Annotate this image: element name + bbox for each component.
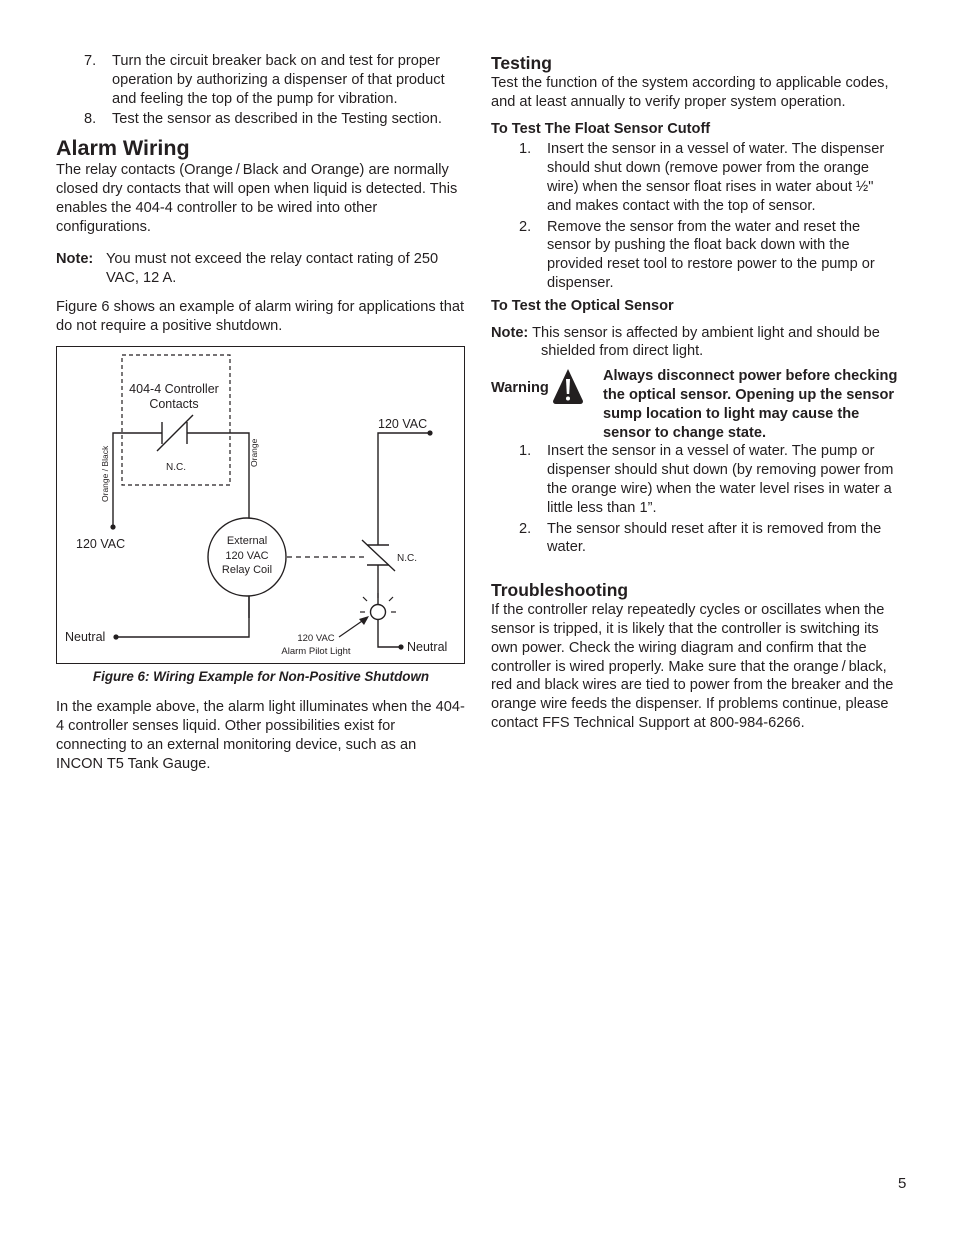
coil-label-3: Relay Coil — [221, 563, 273, 576]
orange-label: Orange — [249, 438, 259, 467]
optical-test-heading: To Test the Optical Sensor — [491, 297, 674, 314]
closing-paragraph: In the example above, the alarm light illuminates when the 404-4 controller senses liquid. Other possibilities exist for connecting to an external monitoring device, such as an INCON T5 Tank Gauge. — [56, 699, 465, 772]
pilot-arrow-head — [359, 616, 369, 625]
neutral-left-wire — [116, 596, 249, 637]
page-number: 5 — [898, 1175, 907, 1192]
coil-label-1: External — [226, 534, 268, 547]
troubleshooting-heading: Troubleshooting — [491, 580, 629, 601]
list-item: 8. Test the sensor as described in the Testing section. — [84, 111, 442, 128]
float-test-heading: To Test The Float Sensor Cutoff — [491, 120, 711, 137]
pilot-arrow-line — [339, 619, 365, 637]
nc-label: N.C. — [166, 461, 186, 473]
optical-note-label: Note: — [491, 324, 529, 341]
wiring-diagram-svg — [57, 347, 463, 662]
controller-label-2: Contacts — [149, 396, 199, 411]
vac-left-label: 120 VAC — [76, 536, 126, 551]
testing-heading: Testing — [491, 53, 552, 73]
nc-right-label: N.C. — [397, 552, 417, 564]
optical-test-steps — [491, 442, 901, 557]
terminal-neutral-right — [398, 644, 403, 649]
figure-intro: Figure 6 shows an example of alarm wiring for applications that do not require a positive shutdown. — [56, 298, 465, 334]
install-steps — [56, 52, 466, 129]
note-text: You must not exceed the relay contact rating of 250 VAC, 12 A. — [106, 251, 439, 287]
relay-rating-note — [56, 250, 466, 288]
optical-note — [491, 324, 901, 362]
testing-paragraph: Test the function of the system according to applicable codes, and at least annually to verify proper system operation. — [491, 75, 889, 110]
pilot-label-2: Alarm Pilot Light — [281, 645, 351, 657]
wiring-diagram — [56, 346, 465, 664]
list-item: 1. Insert the sensor in a vessel of water. The pump or dispenser should shut down (by removing power from the orange wire) when the water level rises in water a little less than 1”. — [519, 443, 894, 516]
neutral-left-label: Neutral — [65, 629, 106, 644]
neutral-right-label: Neutral — [407, 639, 448, 654]
pilot-light-icon — [371, 604, 386, 619]
alarm-wiring-paragraph: The relay contacts (Orange / Black and Orange) are normally closed dry contacts that will open when liquid is detected. This enables the 404-4 controller to be wired into other configurations. — [56, 162, 458, 235]
alarm-wiring-heading: Alarm Wiring — [56, 136, 190, 161]
list-item: 2. Remove the sensor from the water and reset the sensor by pushing the float back down with the provided reset tool to restore power to the pump or dispenser. — [519, 218, 875, 291]
controller-label-1: 404-4 Controller — [129, 381, 219, 396]
troubleshooting-paragraph: If the controller relay repeatedly cycles or oscillates when the sensor is tripped, it is likely that the controller is switching its own power. Check the wiring diagram and confirm that the controller is wired properly. Make sure that the orange / black, red and black wires are tied to power from the breaker and the orange wire feeds the dispenser. If problems continue, please contact FFS Technical Support at 800-984-6266. — [491, 602, 894, 731]
vac-right-label: 120 VAC — [378, 416, 428, 431]
list-item: 7. Turn the circuit breaker back on and test for proper operation by authorizing a dispenser of that product and feeling the top of the pump for vibration. — [84, 53, 445, 107]
list-item: 1. Insert the sensor in a vessel of water. The dispenser should shut down (remove power from the orange wire) when the sensor float rises in water about ½" and makes contact with the top of sensor. — [519, 141, 885, 214]
orange-black-label: Orange / Black — [100, 445, 110, 502]
warning-icon — [551, 367, 603, 411]
orange-black-wire — [113, 433, 162, 527]
terminal-left-120vac — [110, 524, 115, 529]
optical-note-text: This sensor is affected by ambient light and should be shielded from direct light. — [532, 324, 880, 360]
coil-label-2: 120 VAC — [225, 549, 269, 562]
neutral-right-wire — [378, 620, 401, 647]
float-test-steps — [491, 140, 901, 292]
note-label: Note: — [56, 251, 94, 268]
list-item: 2. The sensor should reset after it is removed from the water. — [519, 520, 882, 556]
pilot-label-1: 120 VAC — [297, 632, 335, 644]
warning-label: Warning — [491, 380, 549, 397]
right-column — [491, 52, 901, 733]
warning-text: Always disconnect power before checking the optical sensor. Opening up the sensor sump location to light may cause the sensor to change state. — [603, 368, 898, 441]
terminal-neutral-left — [113, 634, 118, 639]
warning-block — [491, 367, 901, 442]
right-supply-wire — [378, 433, 430, 545]
figure-caption: Figure 6: Wiring Example for Non-Positive Shutdown — [92, 668, 430, 684]
left-column — [56, 52, 466, 774]
